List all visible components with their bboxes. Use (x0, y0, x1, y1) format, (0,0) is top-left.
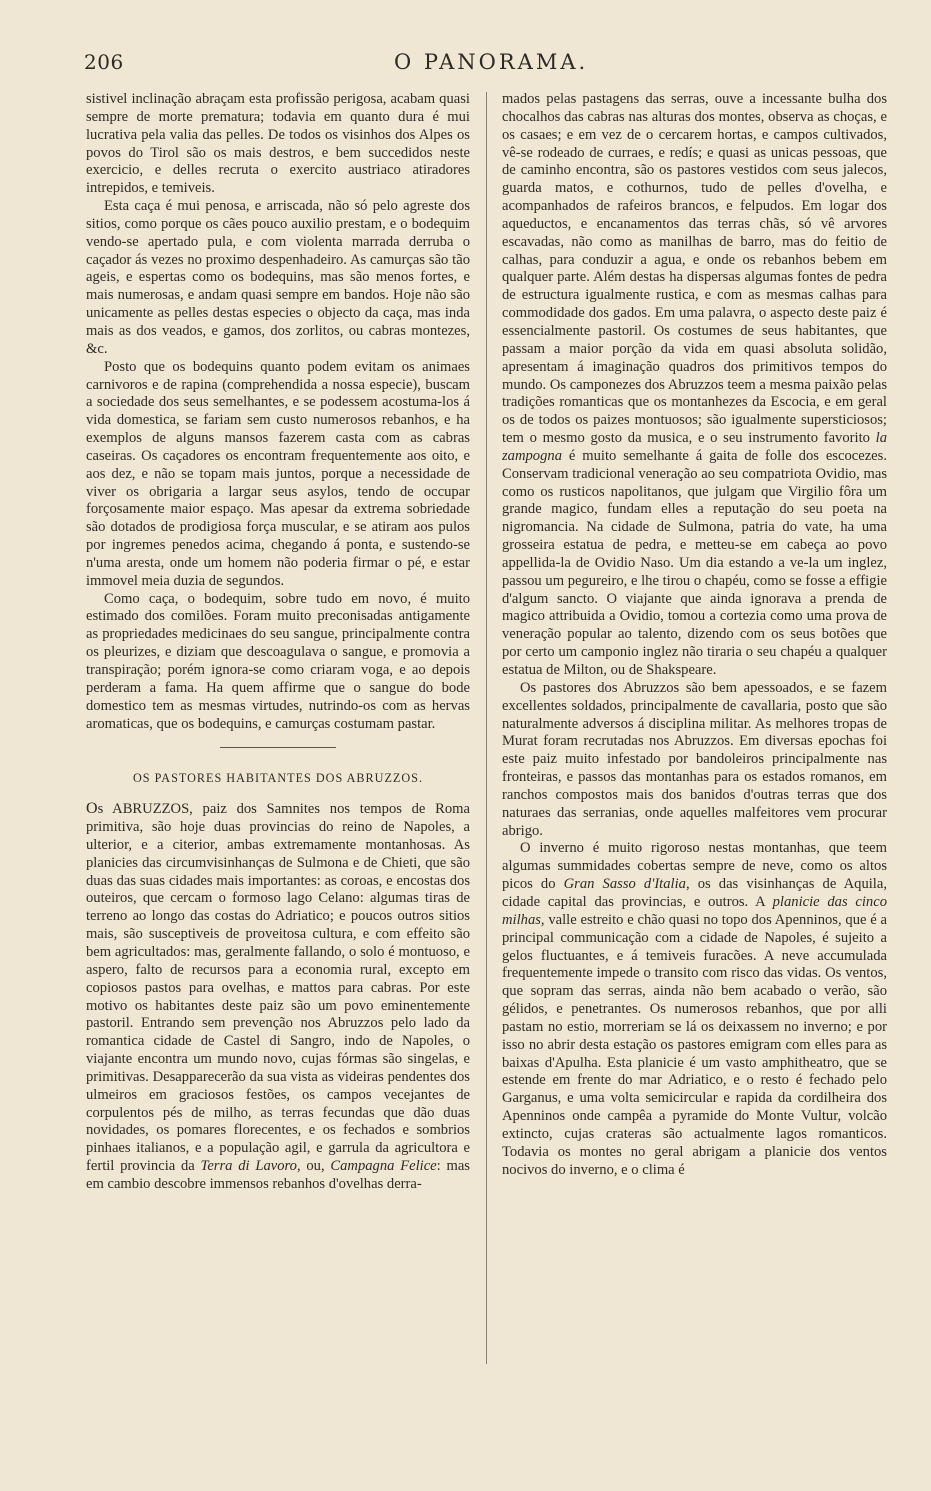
paragraph: Os pastores dos Abruzzos são bem apessoados, e se fazem excellentes soldados, principalmente de cavallaria, posto que são naturalmente adversos á disciplina militar. As melhores tropas de Murat foram recrutadas nos Abruzzos. Em diversas epochas foi este paiz muito infestado por bandoleiros principalmente nas fronteiras, e passos das montanhas para os estados romanos, em ranchos compostos mais dos banidos d'outras terras que dos naturaes das serranias, onde aquelles malfeitores vem procurar abrigo. (502, 679, 887, 839)
text-run: , ou, (296, 1158, 325, 1175)
italic-phrase: Gran Sasso d'Italia (563, 876, 686, 893)
text-run: é muito semelhante á gaita de folle dos escocezes. Conservam tradicional veneração ao seu compatriota Ovidio, mas como os rusticos napolitanos, que julgam que Virgilio fôra um grande magico, fundam elles a reputação do seu poeta na nigromancia. Na cidade de Sulmona, patria do vate, ha uma grosseira estatua de pedra, e metteu-se em cabeça ao povo appellida-la de Ovidio Naso. Um dia estando a ve-la um inglez, passou um pegureiro, e lhe tirou o chapéu, como se fosse a effigie d'algum sancto. O viajante que ainda ignorava a prenda de magico attribuida a Ovidio, tomou a cortezia como uma prova de veneração popular ao talento, dizendo com os seus botões que por certo um camponio inglez não tiraria o seu chapéu a qualquer estatua de Milton, ou de Shakspeare. (502, 447, 887, 678)
page-title: O PANORAMA. (394, 50, 589, 74)
column-divider (486, 92, 487, 1364)
text-run: s ABRUZZOS, paiz dos Samnites nos tempos de Roma primitiva, são hoje duas provincias do reino de Napoles, a ulterior, e a citerior, ambas extremamente montanhosas. As planicies das circumvisinhanças de Sulmona e de Chieti, que são duas das suas cidades mais importantes: as coroas, e encostas dos outeiros, que cercam o formoso lago Celano: algumas tiras de terreno ao longo das costas do Adriatico; e poucos outros sitios mais, são susceptiveis de proveitosa cultura, e com effeito são bem agricultados: mas, geralmente fallando, o solo é montuoso, e aspero, falto de recursos para a economia rural, excepto em copiosos pastos para ovelhas, e mattos para cabras. Por este motivo os habitantes deste paiz são um povo eminentemente pastoril. Entrando sem prevenção nos Abruzzos pelo lado da romantica cidade de Castel di Sangro, indo de Napoles, o viajante encontra um mundo novo, cujas fórmas são singelas, e primitivas. Desapparecerão da sua vista as videiras pendentes dos ulmeiros em graciosos festões, os campos vecejantes de corpulentos pés de milho, as terras fecundas que dão duas novidades, os pomares florecentes, e os fechados e sombrios pinhaes italianos, e a população agil, e garrula da agricultora e fertil provincia da (86, 801, 470, 1175)
italic-phrase: la zampogna (502, 430, 887, 464)
page-header (84, 50, 884, 80)
right-column (502, 91, 887, 1371)
page-number: 206 (84, 50, 124, 74)
paragraph (502, 840, 887, 1179)
text-run: O inverno é muito rigoroso nestas montanhas, que teem algumas summidades cobertas sempre de neve, como os altos picos do (502, 840, 887, 893)
text-run: , os das visinhanças de Aquila, cidade capital das provincias, e outros. A (502, 876, 887, 910)
left-column (86, 91, 470, 1371)
italic-phrase: planicie das cinco milhas (502, 893, 887, 928)
section-title: OS PASTORES HABITANTES DOS ABRUZZOS. (133, 771, 423, 786)
paragraph (502, 91, 887, 680)
italic-phrase: Terra di Lavoro (200, 1158, 297, 1175)
section-divider (220, 747, 336, 748)
paragraph (86, 800, 470, 1194)
paragraph: Como caça, o bodequim, sobre tudo em novo, é muito estimado dos comilões. Foram muito preconisadas antigamente as propriedades medicinaes do seu sangue, principalmente contra os pleurizes, e diziam que descoagulava o sangue, e promovia a transpiração; porém ignora-se como criaram voga, e ao depois perderam a fama. Ha quem affirme que o sangue do bode domestico tem as mesmas virtudes, nutrindo-os com as hervas aromaticas, que os bodequins, e camurças costumam pastar. (86, 590, 470, 732)
text-run: , valle estreito e chão quasi no topo dos Apenninos, que é a principal communicação com a cidade de Napoles, é sujeito a gelos fluctuantes, e á temiveis furacões. A neve accumulada frequentemente impede o transito com risco das vidas. Os ventos, que sopram das serras, ainda não bem acabado o verão, são gélidos, e penetrantes. Os numerosos rebanhos, que por alli pastam no estio, morreriam se lá os deixassem no inverno; e por isso no abrir desta estação os pastores emigram com elles para as baixas d'Apulha. Esta planicie é um vasto amphitheatro, que se estende em frente do mar Adriatico, e o resto é fechado pelo Garganus, e uma volta semicircular e rapida da cordilheira dos Apenninos onde campêa a pyramide do Monte Vultur, volcão extincto, cujas crateras são actualmente lagos romanticos. Todavia os montes no geral abrigam a planicie dos ventos nocivos do inverno, e o clima é (502, 911, 887, 1178)
paragraph: Posto que os bodequins quanto podem evitam os animaes carnivoros e de rapina (comprehendida a nossa especie), buscam a sociedade dos seus semelhantes, e se podessem acostuma-los á vida domestica, se fariam sem custo numerosos rebanhos, e ha exemplos de alguns mansos fazerem casta com as cabras caseiras. Os caçadores os encontram frequentemente aos oito, e aos dez, e não se topam mais juntos, porque a necessidade de viver os obrigaria a largar seus asylos, tendo de occupar forçosamente maior espaço. Mas apesar da extrema sobriedade são dotados de prodigiosa força muscular, e se atiram aos pulos por ingremes penedos acima, chegando á ponta, e sustendo-se n'uma aresta, onde um homem não poderia firmar o pé, e estar immovel meia duzia de segundos. (86, 358, 470, 589)
paragraph: Esta caça é mui penosa, e arriscada, não só pelo agreste dos sitios, como porque os cães pouco auxilio prestam, e o bodequim vendo-se apertado pula, e com violenta marrada derruba o caçador ás vezes no proximo despenhadeiro. As camurças são tão ageis, e espertas como os bodequins, mas são menos fortes, e mais numerosas, e andam quasi sempre em bandos. Hoje não são unicamente as pelles destas especies o objecto da caça, mas inda mais as dos veados, e gamos, dos zorlitos, ou cabras montezes, &c. (86, 198, 470, 357)
paragraph: sistivel inclinação abraçam esta profissão perigosa, acabam quasi sempre de morte prematura; todavia em quanto dura é mui lucrativa pela valia das pelles. De todos os visinhos dos Alpes os povos do Tirol são os mais destros, e bem succedidos neste exercicio, e delles recruta o exercito austriaco atiradores intrepidos, e temiveis. (86, 91, 470, 197)
text-run: mados pelas pastagens das serras, ouve a incessante bulha dos chocalhos das cabras nas alturas dos montes, observa as choças, e os casaes; e em vez de o cercarem hortas, e campos cultivados, vê-se rodeado de currаes, e redís; e quasi as unicas pessoas, que de caminho encontra, são os pastores vestidos com seus jalecos, guarda matos, e cothurnos, tudo de pelles d'ovelha, e acompanhados de rafeiros brancos, e felpudos. Em logar dos aqueductos, e encanamentos das terras chãs, só vê arvores escavadas, não como as manilhas de barro, mas do feitio de calhas, para conduzir a agua, e onde os rebanhos bebem em qualquer parte. Além destas ha dispersas algumas fontes de pedra de estructura igualmente rustica, e com as mesmas calhas para commodidade dos gados. Em uma palavra, o aspecto deste paiz é essencialmente pastoril. Os costumes de seus habitantes, que passam a maior porção da vida em quasi absoluta solidão, apresentam á imaginação quadros dos primitivos tempos do mundo. Os camponezes dos Abruzzos teem a mesma paixão pelas tradições romanticas que os montanhezes da Escocia, e em geral os de todos os paizes montuosos; são igualmente supersticiosos; tem o mesmo gosto da musica, e o seu instrumento favorito (502, 91, 887, 447)
drop-cap: O (86, 800, 98, 818)
text-run: : mas em cambio descobre immensos rebanhos d'ovelhas derra- (86, 1158, 470, 1192)
italic-phrase: Campagna Felice (330, 1158, 437, 1175)
